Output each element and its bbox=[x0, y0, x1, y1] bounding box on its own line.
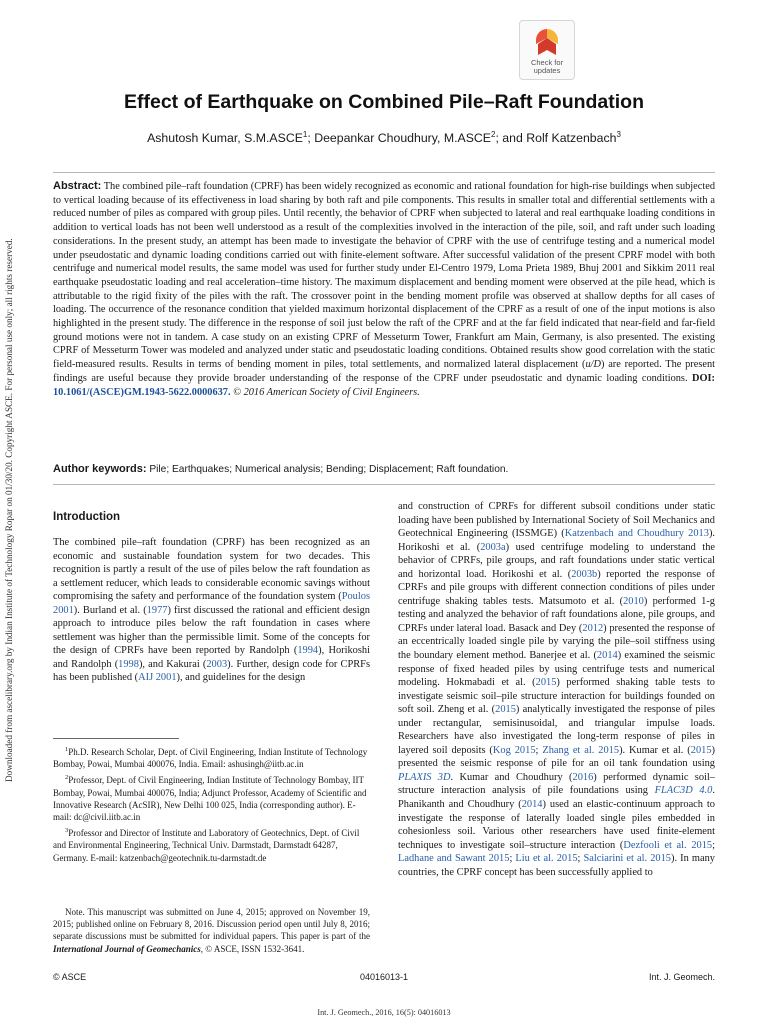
author-1: Ashutosh Kumar, S.M.ASCE bbox=[147, 131, 303, 146]
text: ), Horikoshi and Randolph ( bbox=[53, 645, 371, 670]
paper-title: Effect of Earthquake on Combined Pile–Raft Foundation bbox=[123, 91, 645, 113]
text: . Phanikanth and Choudhury ( bbox=[398, 785, 715, 811]
ref-plaxis-3d[interactable]: PLAXIS 3D bbox=[398, 771, 451, 783]
text: ) performed 1-g testing and analyzed the behavior of raft foundations alone, pile groups, and CPRFs under lateral load. Basack and Dey ( bbox=[398, 595, 715, 634]
text: ) used an elastic-continuum approach to investigate the response of laterally loaded single piles embedded in cohesionless soil. Various other researchers have used finite-element techniques to investigate soil–structure interaction ( bbox=[398, 799, 715, 851]
text: and construction of CPRFs for different subsoil conditions under static loading have been published by International Society of Soil Mechanics and Geotechnical Engineering (ISSMGE) ( bbox=[398, 501, 715, 540]
abstract-top-rule bbox=[53, 172, 715, 173]
ref-kog-2015[interactable]: Kog 2015 bbox=[492, 744, 536, 756]
check-updates-icon bbox=[534, 27, 560, 57]
footnote-2 bbox=[53, 772, 370, 823]
ref-salciarini-2015[interactable]: Salciarini et al. 2015 bbox=[583, 853, 671, 865]
intro-left-column bbox=[53, 536, 370, 685]
doi-label: DOI: bbox=[692, 372, 715, 384]
footnote-2-text: Professor, Dept. of Civil Engineering, Indian Institute of Technology Bombay, IIT Bombay, Powai, Mumbai 400076, India; Adjunct Professor, Academy of Scientific and Innovative Research (AcSIR), New Delhi 100 025, India (corresponding author). E-mail: dc@civil.iitb.ac.in bbox=[53, 775, 367, 823]
author-keywords bbox=[53, 462, 715, 477]
footer-page-id: 04016013-1 bbox=[359, 972, 409, 982]
text: ; bbox=[712, 839, 715, 851]
footnote-3-text: Professor and Director of Institute and Laboratory of Geotechnics, Dept. of Civil and Environmental Engineering, Technical Univ. Darmstadt, Darmstadt 64287, Germany. E-mail: katzenbach@geotechnik.tu-darmstadt.de bbox=[53, 828, 360, 863]
text: ; bbox=[509, 853, 516, 865]
footnote-3-marker: 3 bbox=[65, 827, 69, 835]
abstract bbox=[53, 180, 715, 399]
ref-matsumoto-2010[interactable]: 2010 bbox=[623, 595, 644, 607]
text: The combined pile–raft foundation (CPRF) has been recognized as an economic and sustainable foundation system for two decades. This recognition is partly a result of the use of piles below the raft foundation as a settlement reducer, which leads to considerable economic savings without compromising the safety and performance of the foundation system ( bbox=[53, 537, 370, 603]
ref-burland-1977[interactable]: 1977 bbox=[146, 604, 168, 616]
keywords-text: Pile; Earthquakes; Numerical analysis; Bending; Displacement; Raft foundation. bbox=[146, 464, 509, 475]
text: ). Further, design code for CPRFs has been published ( bbox=[53, 658, 370, 684]
text: ) reported the response of CPRFs and pile groups with different connection conditions of piles under centrifuge shaking tables tests. Matsumoto et al. ( bbox=[398, 568, 715, 607]
text: ) performed shaking table tests to investigate seismic soil–pile structure interaction for buildings founded on soft soil. Zheng et al. ( bbox=[398, 677, 715, 716]
ref-flac3d[interactable]: FLAC3D 4.0 bbox=[654, 785, 713, 797]
abstract-text-2: ) are reported. The present findings are useful because they provide broader understanding of the response of the CPRF under pseudostatic and dynamic loading conditions. bbox=[53, 359, 715, 384]
ref-randolph-1994[interactable]: 1994 bbox=[297, 645, 319, 657]
text: ). Horikoshi et al. ( bbox=[398, 528, 715, 553]
text: ) examined the seismic response of fixed headed piles by using centrifuge tests and numerical modeling. Hokmabadi et al. ( bbox=[398, 650, 715, 689]
keywords-label: Author keywords: bbox=[53, 463, 147, 475]
text: ) presented the seismic response of pile for an oil tank foundation using bbox=[398, 744, 715, 770]
check-for-updates-badge[interactable] bbox=[519, 20, 575, 80]
footnote-3 bbox=[53, 825, 370, 864]
text: ) performed dynamic soil–structure interaction analysis of pile foundations using bbox=[398, 771, 716, 797]
manuscript-note bbox=[53, 906, 370, 955]
author-3: ; and Rolf Katzenbach bbox=[495, 131, 617, 146]
ref-banerjee-2014[interactable]: 2014 bbox=[596, 650, 618, 662]
text: ) first discussed the rational and efficient design approach to introduce piles below the raft foundation in cases where settlement was higher than the permissible limit. Some of the concepts for the design of CPRFs have been reported by Randolph ( bbox=[53, 604, 370, 657]
text: ). Kumar et al. ( bbox=[619, 744, 691, 756]
note-text-2: , © ASCE, ISSN 1532-3641. bbox=[200, 943, 305, 954]
journal-name: International Journal of Geomechanics bbox=[53, 943, 201, 954]
author-3-affil[interactable]: 3 bbox=[616, 130, 621, 139]
text: ) used centrifuge modeling to understand the behavior of CPRFs, pile groups, and raft foundations under static vertical and horizontal load. Horikoshi et al. ( bbox=[398, 541, 715, 580]
text: . Kumar and Choudhury ( bbox=[450, 771, 573, 783]
text: ), and guidelines for the design bbox=[176, 672, 306, 684]
abstract-text: The combined pile–raft foundation (CPRF) has been widely recognized as economic and rational foundation for high-rise buildings when subjected to vertical loading because of its effectiveness in load sharing by both raft and pile components. This results in smaller total and differential settlements with a reduced number of piles as compared with group piles. Until recently, the behavior of CPRF when subjected to lateral and real earthquake loading conditions in addition to vertical loads has not been well understood as a result of the complexities involved in the interaction of the pile, soil, and raft under such loading considerations. In the present study, an attempt has been made to investigate the behavior of CPRF with the use of centrifuge testing and a numerical model under pseudostatic and dynamic loading conditions carried out with finite-element software. After successful validation of the present CPRF model with both centrifuge and numerical model results, the same model was used for further study under El-Centro 1979, Loma Prieta 1989, Bhuj 2001 and Sikkim 2011 real earthquake pseudostatic loading and real acceleration–time history. The maximum displacement and bending moment were observed at the pile head, which is attributable to the rigid fixity of the piles with the raft. The crossover point in the bending moment profile was observed at shallow depths for all cases of loading. The occurrence of the resonance condition that yielded maximum horizontal displacement of the CPRF as a result of one of the input motions is also highlighted in the present study. The difference in the response of soil just below the raft of the CPRF and at the far field indicated that near-field and far-field ground motions were not in tandem. A case study on an existing CPRF of Messeturm Tower, Frankfurt am Main, Germany, is also presented. The existing CPRF of Messeturm Tower was modeled and analyzed under static and pseudostatic loading conditions. Obtained results show good correlation with the static field-measured results. Results in terms of bending moment in piles, total settlements, and normalized lateral displacement ( bbox=[53, 181, 715, 371]
introduction-heading: Introduction bbox=[53, 511, 121, 523]
citation-line: Int. J. Geomech., 2016, 16(5): 04016013 bbox=[317, 1008, 451, 1017]
ref-ladhane-2015[interactable]: Ladhane and Sawant 2015 bbox=[398, 853, 510, 865]
ref-liu-2015[interactable]: Liu et al. 2015 bbox=[515, 853, 578, 865]
text: ) analytically investigated the response of piles under rectangular, semisinusoidal, and triangular impulse loads. Researchers have also investigated the long-term response of piles in layered soil deposits ( bbox=[398, 704, 715, 756]
ref-kakurai-2003[interactable]: 2003 bbox=[206, 658, 228, 670]
text: ) presented the response of an eccentrically loaded single pile by varying the pile–soil stiffness using the boundary element method. Banerjee et al. ( bbox=[398, 622, 716, 662]
download-notice: Downloaded from ascelibrary.org by Indian Institute of Technology Ropar on 01/30/20. Copyright ASCE. For personal use only; all rights reserved. bbox=[4, 238, 14, 783]
author-2-affil[interactable]: 2 bbox=[491, 130, 496, 139]
abstract-ud: u/D bbox=[585, 359, 601, 371]
keywords-bottom-rule bbox=[53, 484, 715, 485]
ref-kumar-2015[interactable]: 2015 bbox=[690, 744, 712, 756]
abstract-copyright: © 2016 American Society of Civil Engineers. bbox=[230, 386, 420, 398]
badge-line-2: updates bbox=[533, 66, 561, 75]
footnote-1 bbox=[53, 744, 370, 770]
ref-horikoshi-2003b[interactable]: 2003b bbox=[571, 568, 598, 580]
note-text: Note. This manuscript was submitted on June 4, 2015; approved on November 19, 2015; published online on February 8, 2016. Discussion period open until July 8, 2016; separate discussions must be submitted for individual papers. This paper is part of the bbox=[53, 907, 370, 942]
author-2: ; Deepankar Choudhury, M.ASCE bbox=[307, 131, 491, 146]
text: ; bbox=[535, 744, 543, 756]
ref-katzenbach-2013[interactable]: Katzenbach and Choudhury 2013 bbox=[564, 528, 709, 540]
footnote-2-marker: 2 bbox=[65, 774, 69, 782]
abstract-label: Abstract: bbox=[53, 180, 102, 192]
author-list bbox=[40, 126, 728, 147]
ref-kumar-choudhury-2016[interactable]: 2016 bbox=[572, 771, 594, 783]
intro-right-column bbox=[398, 500, 715, 879]
text: ), and Kakurai ( bbox=[138, 658, 207, 670]
ref-zhang-2015[interactable]: Zhang et al. 2015 bbox=[542, 744, 620, 756]
badge-line-1: Check for bbox=[530, 58, 564, 67]
footnotes bbox=[53, 744, 370, 866]
footer-publisher: © ASCE bbox=[53, 972, 87, 982]
doi-link[interactable]: 10.1061/(ASCE)GM.1943-5622.0000637. bbox=[53, 386, 231, 398]
ref-dezfooli-2015[interactable]: Dezfooli et al. 2015 bbox=[623, 839, 713, 851]
ref-poulos-2001[interactable]: Poulos 2001 bbox=[53, 591, 370, 616]
ref-horikoshi-2003a[interactable]: 2003a bbox=[480, 541, 506, 553]
text: ). In many countries, the CPRF concept has been successfully applied to bbox=[398, 853, 715, 878]
ref-hokmabadi-2015[interactable]: 2015 bbox=[535, 677, 557, 689]
ref-horikoshi-1998[interactable]: 1998 bbox=[118, 658, 139, 670]
footnote-rule bbox=[53, 738, 179, 739]
author-1-affil[interactable]: 1 bbox=[302, 130, 308, 139]
footnote-1-text: Ph.D. Research Scholar, Dept. of Civil Engineering, Indian Institute of Technology Bombay, Powai, Mumbai 400076, India. Email: ashusingh@iitb.ac.in bbox=[53, 747, 368, 770]
footer-journal: Int. J. Geomech. bbox=[648, 972, 715, 982]
ref-zheng-2015[interactable]: 2015 bbox=[495, 704, 516, 716]
ref-aij-2001[interactable]: AIJ 2001 bbox=[138, 672, 177, 684]
text: ; bbox=[577, 853, 584, 865]
ref-phanikanth-2014[interactable]: 2014 bbox=[521, 799, 543, 811]
text: ). Burland et al. ( bbox=[73, 604, 147, 616]
footnote-1-marker: 1 bbox=[65, 746, 69, 753]
ref-basack-2012[interactable]: 2012 bbox=[582, 622, 604, 634]
